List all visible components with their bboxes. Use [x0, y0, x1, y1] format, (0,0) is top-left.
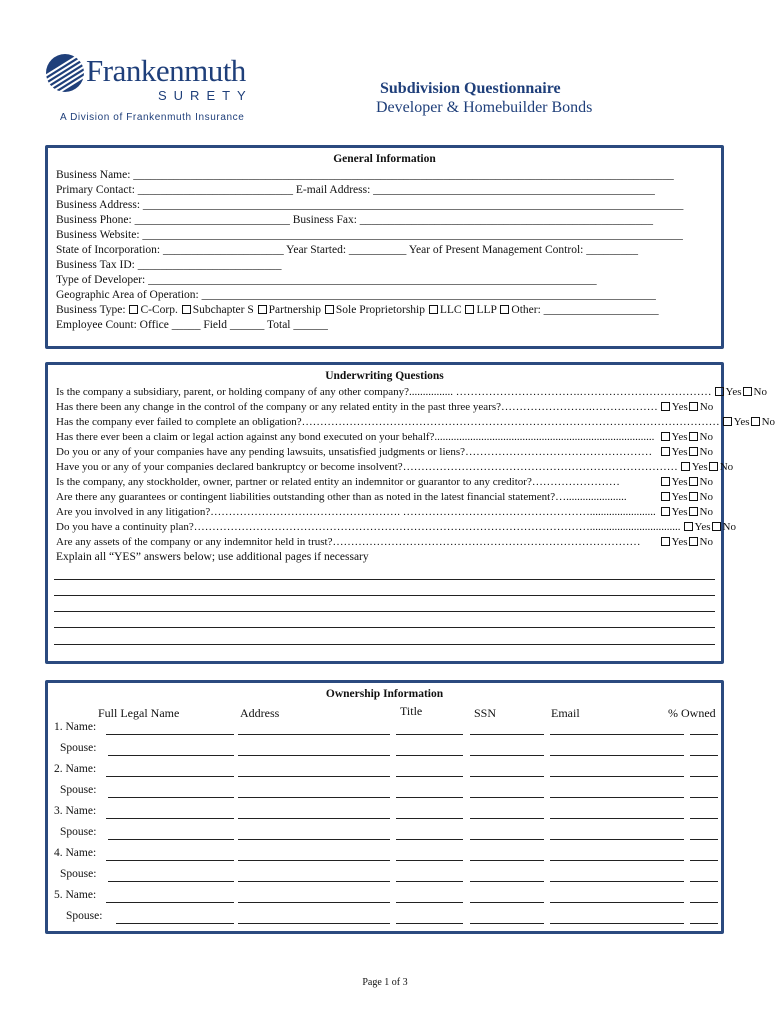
question-text: Has there been any change in the control of the company or any related entity in the past three years? — [56, 401, 502, 413]
underwriting-question-row — [56, 505, 713, 520]
spouse-label: Spouse: — [60, 784, 97, 796]
spouse-label: Spouse: — [60, 826, 97, 838]
yes-label: Yes — [671, 491, 688, 503]
checkbox-c-corp[interactable] — [129, 305, 138, 314]
explain-line[interactable] — [54, 579, 715, 580]
explain-line[interactable] — [54, 644, 715, 645]
percent-owned-blank[interactable] — [690, 923, 718, 924]
type-of-developer-field[interactable]: Type of Developer: ______________________________________________________________________________ — [56, 274, 597, 286]
yes-label: Yes — [671, 446, 688, 458]
checkbox-llp[interactable] — [465, 305, 474, 314]
question-leader-dots: …...................... — [555, 491, 627, 503]
question-answer — [658, 400, 713, 415]
percent-owned-blank[interactable] — [690, 839, 718, 840]
document-title: Subdivision Questionnaire — [380, 80, 561, 97]
checkbox-no[interactable] — [689, 537, 698, 546]
business-type-row — [56, 303, 713, 318]
yes-label: Yes — [671, 431, 688, 443]
question-answer — [712, 385, 767, 400]
underwriting-question-row — [56, 415, 775, 430]
question-text: Do you have a continuity plan? — [56, 521, 194, 533]
no-label: No — [699, 446, 713, 458]
question-leader-dots: ................ …………………………….……………………………… — [409, 386, 712, 398]
ssn-blank[interactable] — [470, 860, 544, 861]
checkbox-other[interactable] — [500, 305, 509, 314]
underwriting-question-row — [56, 475, 713, 490]
checkbox-no[interactable] — [689, 507, 698, 516]
question-text: Has there ever been a claim or legal action against any bond executed on your behalf? — [56, 431, 435, 443]
underwriting-questions-section — [45, 362, 775, 664]
column-header-address: Address — [240, 706, 280, 720]
title-blank[interactable] — [396, 818, 463, 819]
checkbox-yes[interactable] — [723, 417, 732, 426]
name-blank[interactable] — [108, 755, 234, 756]
percent-owned-blank[interactable] — [690, 818, 718, 819]
checkbox-no[interactable] — [712, 522, 721, 531]
name-blank[interactable] — [106, 860, 234, 861]
question-text: Are you involved in any litigation? — [56, 506, 211, 518]
email-blank[interactable] — [550, 839, 684, 840]
owner-name-label: 5. Name: — [54, 889, 97, 901]
option-llc: LLC — [439, 304, 462, 316]
checkbox-no[interactable] — [743, 387, 752, 396]
name-blank[interactable] — [106, 902, 234, 903]
frankenmuth-logo — [46, 52, 261, 127]
logo-mark-icon — [46, 54, 84, 92]
name-blank[interactable] — [116, 923, 234, 924]
no-label: No — [761, 416, 775, 428]
checkbox-no[interactable] — [709, 462, 718, 471]
checkbox-yes[interactable] — [661, 477, 670, 486]
no-label: No — [699, 506, 713, 518]
title-blank[interactable] — [396, 860, 463, 861]
column-header-ssn: SSN — [474, 706, 497, 720]
owner-name-label: 2. Name: — [54, 763, 97, 775]
name-blank[interactable] — [108, 881, 234, 882]
checkbox-no[interactable] — [751, 417, 760, 426]
email-blank[interactable] — [550, 902, 684, 903]
question-leader-dots: …………………… — [531, 476, 620, 488]
percent-owned-blank[interactable] — [690, 860, 718, 861]
email-blank[interactable] — [550, 755, 684, 756]
ownership-information-section — [45, 680, 724, 934]
yes-label: Yes — [671, 476, 688, 488]
percent-owned-blank[interactable] — [690, 755, 718, 756]
business-website-field[interactable]: Business Website: ______________________________________________________________________________________________ — [56, 229, 683, 241]
address-blank[interactable] — [238, 776, 390, 777]
checkbox-no[interactable] — [689, 492, 698, 501]
ssn-blank[interactable] — [470, 776, 544, 777]
address-blank[interactable] — [238, 860, 390, 861]
question-leader-dots: ................................................................................ — [434, 431, 655, 443]
question-leader-dots: ……………………………………………. ……………………………………………........................ — [210, 506, 656, 518]
checkbox-no[interactable] — [689, 477, 698, 486]
primary-contact-field[interactable]: Primary Contact: ___________________________ E-mail Address: _________________________________________________ — [56, 184, 655, 196]
no-label: No — [699, 536, 713, 548]
title-blank[interactable] — [396, 902, 463, 903]
question-text: Have you or any of your companies declared bankruptcy or become insolvent? — [56, 461, 403, 473]
title-blank[interactable] — [396, 923, 463, 924]
owner-name-label: 4. Name: — [54, 847, 97, 859]
address-blank[interactable] — [238, 839, 390, 840]
question-answer — [720, 415, 775, 430]
spouse-label: Spouse: — [60, 742, 97, 754]
email-blank[interactable] — [550, 776, 684, 777]
question-answer — [658, 430, 713, 445]
option-subchapter-s: Subchapter S — [192, 304, 254, 316]
section-title-ownership: Ownership Information — [325, 688, 444, 700]
email-blank[interactable] — [550, 818, 684, 819]
checkbox-no[interactable] — [689, 432, 698, 441]
option-partnership: Partnership — [268, 304, 321, 316]
email-blank[interactable] — [550, 923, 684, 924]
address-blank[interactable] — [238, 755, 390, 756]
ssn-blank[interactable] — [470, 734, 544, 735]
question-answer — [658, 475, 713, 490]
column-header-full-legal-name: Full Legal Name — [98, 706, 180, 720]
question-text: Do you or any of your companies have any pending lawsuits, unsatisfied judgments or liens? — [56, 446, 466, 458]
question-leader-dots: ………………………………………………………………………… — [332, 536, 641, 548]
checkbox-yes[interactable] — [715, 387, 724, 396]
underwriting-question-row — [56, 535, 713, 550]
logo-brand-name: Frankenmuth — [86, 53, 246, 88]
title-blank[interactable] — [396, 839, 463, 840]
question-leader-dots: …………………….……………… — [501, 401, 658, 413]
question-text: Has the company ever failed to complete an obligation? — [56, 416, 302, 428]
percent-owned-blank[interactable] — [690, 797, 718, 798]
email-blank[interactable] — [550, 881, 684, 882]
general-information-section — [45, 145, 724, 349]
ssn-blank[interactable] — [470, 881, 544, 882]
owner-name-label: 3. Name: — [54, 805, 97, 817]
no-label: No — [699, 476, 713, 488]
question-text: Are there any guarantees or contingent liabilities outstanding other than as noted in the latest financial statement? — [56, 491, 556, 503]
column-header-percent-owned: % Owned — [668, 706, 716, 720]
underwriting-question-row — [56, 520, 736, 535]
spouse-label: Spouse: — [66, 910, 103, 922]
checkbox-yes[interactable] — [661, 537, 670, 546]
no-label: No — [719, 461, 734, 473]
underwriting-question-row — [56, 430, 713, 445]
underwriting-question-row — [56, 400, 713, 415]
yes-label: Yes — [671, 536, 688, 548]
no-label: No — [753, 386, 767, 398]
owner-name-label: 1. Name: — [54, 721, 97, 733]
business-tax-id-field[interactable]: Business Tax ID: _________________________ — [56, 259, 282, 271]
yes-label: Yes — [733, 416, 750, 428]
title-blank[interactable] — [396, 776, 463, 777]
email-blank[interactable] — [550, 860, 684, 861]
checkbox-sole-proprietorship[interactable] — [325, 305, 334, 314]
question-text: Is the company a subsidiary, parent, or holding company of any other company? — [56, 386, 410, 398]
ssn-blank[interactable] — [470, 797, 544, 798]
question-answer — [658, 505, 713, 520]
checkbox-yes[interactable] — [661, 507, 670, 516]
no-label: No — [722, 521, 736, 533]
percent-owned-blank[interactable] — [690, 902, 718, 903]
employee-count-field[interactable]: Employee Count: Office _____ Field ______ Total ______ — [56, 319, 328, 331]
checkbox-yes[interactable] — [684, 522, 693, 531]
explain-line[interactable] — [54, 611, 715, 612]
underwriting-question-row — [56, 385, 767, 400]
question-leader-dots: …………………………………………… — [465, 446, 653, 458]
question-text: Is the company, any stockholder, owner, partner or related entity an indemnitor or guarantor to any creditor? — [56, 476, 532, 488]
yes-label: Yes — [694, 521, 711, 533]
underwriting-question-row — [56, 460, 734, 475]
no-label: No — [699, 401, 714, 413]
question-leader-dots: ………………………………………………………………… — [402, 461, 678, 473]
name-blank[interactable] — [108, 797, 234, 798]
business-type-label: Business Type: — [56, 304, 126, 316]
question-leader-dots: ………………………………………………………………………………………………................................. — [193, 521, 681, 533]
column-header-title: Title — [400, 704, 423, 718]
question-answer — [658, 535, 713, 550]
checkbox-partnership[interactable] — [258, 305, 267, 314]
business-name-field[interactable]: Business Name: ______________________________________________________________________________________________ — [56, 169, 674, 181]
option-llp: LLP — [476, 304, 497, 316]
yes-label: Yes — [725, 386, 742, 398]
column-header-email: Email — [551, 706, 580, 720]
question-answer — [681, 520, 736, 535]
question-leader-dots: …………………………………………………………………………………………………… — [301, 416, 720, 428]
email-blank[interactable] — [550, 734, 684, 735]
name-blank[interactable] — [108, 839, 234, 840]
title-blank[interactable] — [396, 755, 463, 756]
address-blank[interactable] — [238, 923, 390, 924]
underwriting-question-row — [56, 490, 713, 505]
no-label: No — [699, 491, 713, 503]
percent-owned-blank[interactable] — [690, 734, 718, 735]
ssn-blank[interactable] — [470, 818, 544, 819]
page-number: Page 1 of 3 — [362, 977, 408, 988]
checkbox-no[interactable] — [689, 402, 698, 411]
yes-label: Yes — [671, 401, 688, 413]
checkbox-yes[interactable] — [661, 447, 670, 456]
business-phone-field[interactable]: Business Phone: ___________________________ Business Fax: ___________________________________________________ — [56, 214, 654, 226]
title-blank[interactable] — [396, 797, 463, 798]
address-blank[interactable] — [238, 734, 390, 735]
checkbox-yes[interactable] — [661, 432, 670, 441]
checkbox-yes[interactable] — [681, 462, 690, 471]
yes-label: Yes — [671, 506, 688, 518]
ssn-blank[interactable] — [470, 902, 544, 903]
ssn-blank[interactable] — [470, 923, 544, 924]
option-c-corp: C-Corp. — [140, 304, 178, 316]
underwriting-question-row — [56, 445, 713, 460]
geographic-area-field[interactable]: Geographic Area of Operation: _______________________________________________________________________________ — [56, 289, 656, 301]
title-blank[interactable] — [396, 734, 463, 735]
title-blank[interactable] — [396, 881, 463, 882]
explain-instructions: Explain all “YES” answers below; use additional pages if necessary — [56, 551, 369, 563]
question-answer — [658, 445, 713, 460]
ssn-blank[interactable] — [470, 839, 544, 840]
address-blank[interactable] — [238, 797, 390, 798]
checkbox-yes[interactable] — [661, 402, 670, 411]
explain-line[interactable] — [54, 627, 715, 628]
address-blank[interactable] — [238, 902, 390, 903]
checkbox-subchapter-s[interactable] — [182, 305, 191, 314]
yes-label: Yes — [691, 461, 708, 473]
option-sole-proprietorship: Sole Proprietorship — [335, 304, 425, 316]
checkbox-llc[interactable] — [429, 305, 438, 314]
question-text: Are any assets of the company or any indemnitor held in trust? — [56, 536, 333, 548]
address-blank[interactable] — [238, 881, 390, 882]
question-answer — [658, 490, 713, 505]
no-label: No — [699, 431, 713, 443]
section-title-general: General Information — [333, 153, 436, 165]
address-blank[interactable] — [238, 818, 390, 819]
percent-owned-blank[interactable] — [690, 881, 718, 882]
document-subtitle: Developer & Homebuilder Bonds — [376, 99, 593, 116]
explain-line[interactable] — [54, 595, 715, 596]
logo-division-text: A Division of Frankenmuth Insurance — [60, 112, 245, 123]
percent-owned-blank[interactable] — [690, 776, 718, 777]
spouse-label: Spouse: — [60, 868, 97, 880]
name-blank[interactable] — [106, 776, 234, 777]
email-blank[interactable] — [550, 797, 684, 798]
option-other[interactable]: Other: ____________________ — [511, 304, 659, 316]
name-blank[interactable] — [106, 734, 234, 735]
business-address-field[interactable]: Business Address: ______________________________________________________________________________________________ — [56, 199, 684, 211]
logo-brand-subtitle: SURETY — [158, 88, 253, 103]
name-blank[interactable] — [106, 818, 234, 819]
question-answer — [678, 460, 733, 475]
checkbox-yes[interactable] — [661, 492, 670, 501]
section-title-underwriting: Underwriting Questions — [325, 370, 444, 382]
checkbox-no[interactable] — [689, 447, 698, 456]
ssn-blank[interactable] — [470, 755, 544, 756]
state-of-incorporation-field[interactable]: State of Incorporation: _____________________ Year Started: __________ Year of Present Management Control: _________ — [56, 244, 638, 256]
